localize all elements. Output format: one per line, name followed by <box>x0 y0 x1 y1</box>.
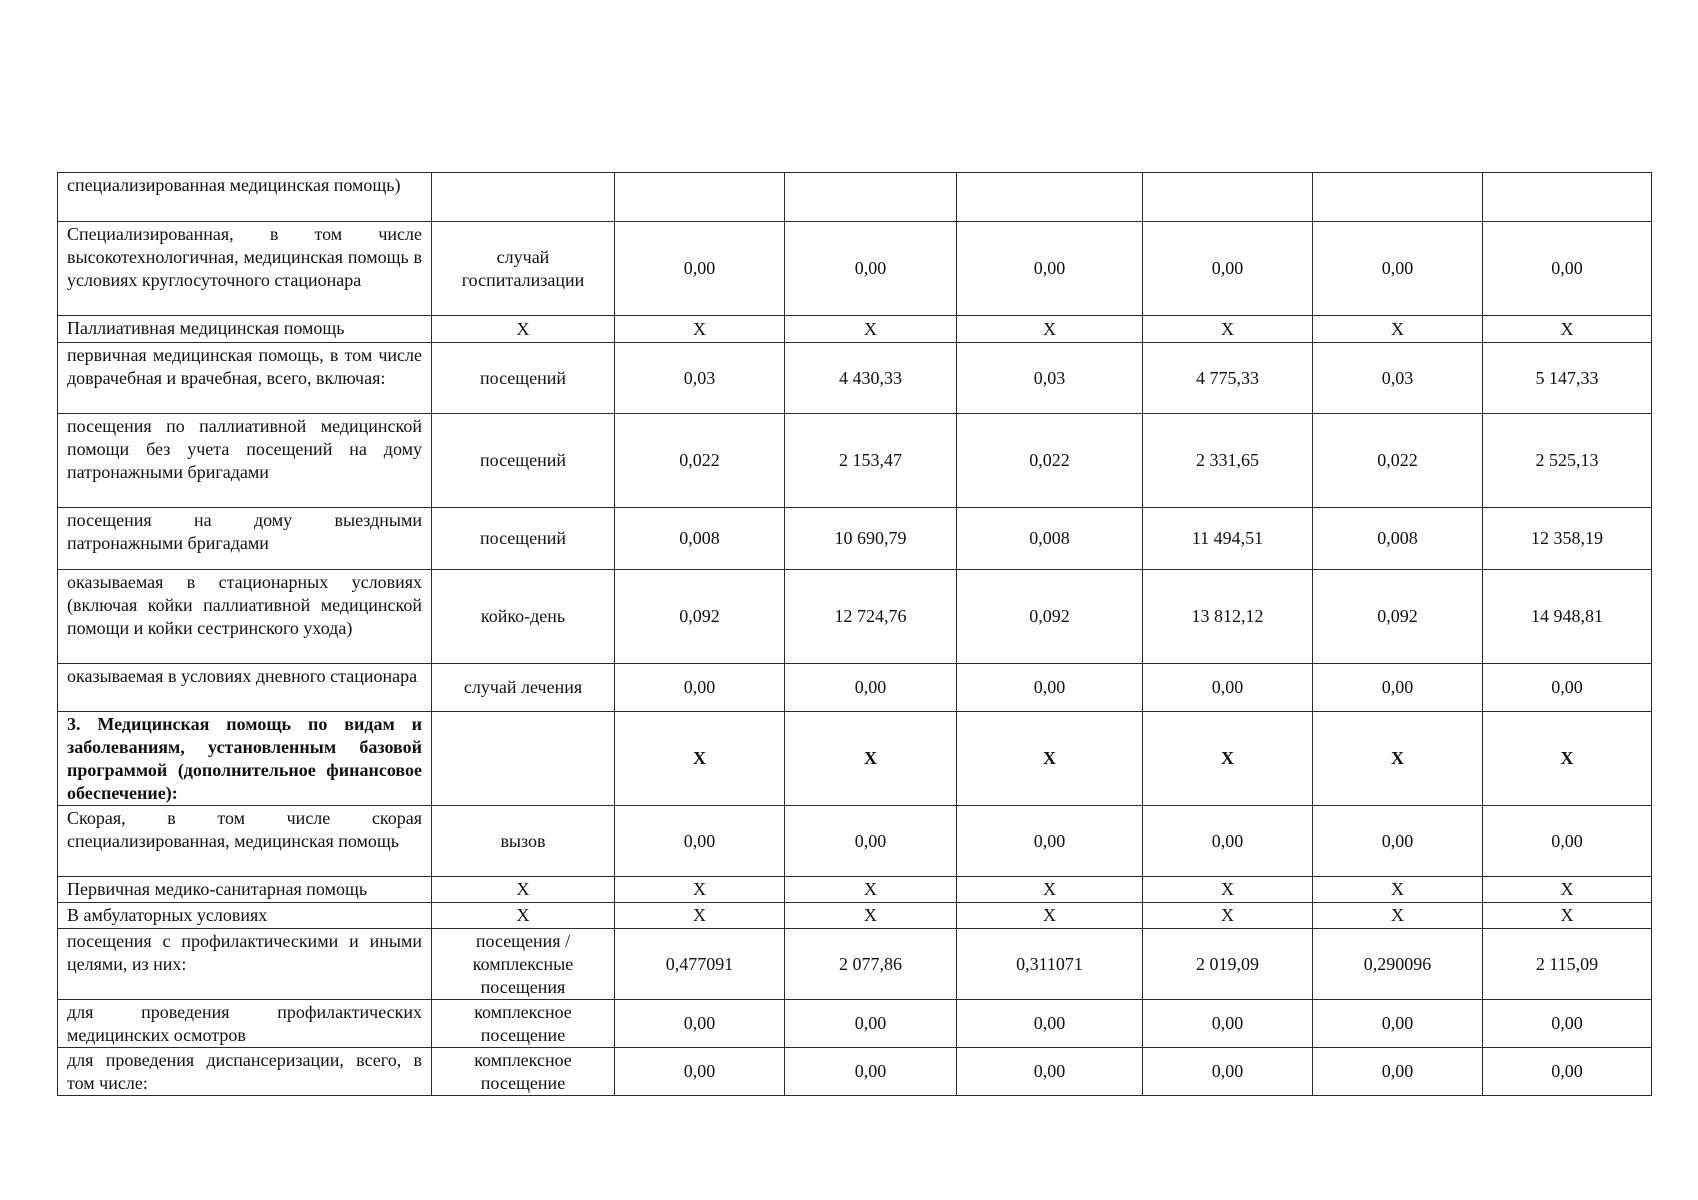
value-cell: 0,00 <box>1483 1000 1652 1048</box>
value-cell: 0,008 <box>1313 508 1483 570</box>
unit-cell: X <box>432 877 615 903</box>
unit-cell: посещений <box>432 414 615 508</box>
row-label: посещения на дому выездными патронажными бригадами <box>58 508 432 570</box>
value-cell: X <box>615 903 785 929</box>
value-cell: 0,00 <box>1483 664 1652 712</box>
value-cell: X <box>1483 903 1652 929</box>
value-cell: 2 331,65 <box>1143 414 1313 508</box>
value-cell: X <box>1483 877 1652 903</box>
value-cell: 0,00 <box>785 806 957 877</box>
value-cell: 0,022 <box>1313 414 1483 508</box>
value-cell: X <box>1313 903 1483 929</box>
row-label: Специализированная, в том числе высокотехнологичная, медицинская помощь в условиях круглосуточного стационара <box>58 222 432 316</box>
value-cell <box>1483 173 1652 222</box>
value-cell <box>1143 173 1313 222</box>
value-cell: 10 690,79 <box>785 508 957 570</box>
value-cell: 2 115,09 <box>1483 929 1652 1000</box>
value-cell: 0,00 <box>957 1000 1143 1048</box>
value-cell: 0,00 <box>785 664 957 712</box>
row-label: посещения по паллиативной медицинской помощи без учета посещений на дому патронажными бригадами <box>58 414 432 508</box>
value-cell: X <box>1143 712 1313 806</box>
value-cell: 2 525,13 <box>1483 414 1652 508</box>
table-row <box>58 903 1652 929</box>
value-cell: 0,00 <box>1143 1000 1313 1048</box>
value-cell: 0,00 <box>615 664 785 712</box>
value-cell: 4 430,33 <box>785 343 957 414</box>
value-cell: 0,00 <box>1313 1000 1483 1048</box>
value-cell: X <box>615 316 785 343</box>
table-row <box>58 806 1652 877</box>
value-cell: 0,00 <box>1143 222 1313 316</box>
unit-cell: койко-день <box>432 570 615 664</box>
table-row <box>58 570 1652 664</box>
value-cell: 5 147,33 <box>1483 343 1652 414</box>
value-cell: X <box>785 877 957 903</box>
unit-cell: случай лечения <box>432 664 615 712</box>
row-label: для проведения диспансеризации, всего, в том числе: <box>58 1048 432 1096</box>
value-cell: X <box>785 712 957 806</box>
unit-cell: случай госпитализации <box>432 222 615 316</box>
allocation-table <box>57 172 1652 1096</box>
value-cell: 2 153,47 <box>785 414 957 508</box>
value-cell: 0,00 <box>1143 664 1313 712</box>
value-cell: X <box>957 903 1143 929</box>
unit-cell: посещения / комплексные посещения <box>432 929 615 1000</box>
value-cell <box>1313 173 1483 222</box>
value-cell: 0,03 <box>957 343 1143 414</box>
value-cell: 0,008 <box>615 508 785 570</box>
row-label: Скорая, в том числе скорая специализированная, медицинская помощь <box>58 806 432 877</box>
value-cell: 0,00 <box>957 222 1143 316</box>
value-cell: 0,00 <box>615 1048 785 1096</box>
unit-cell <box>432 173 615 222</box>
value-cell: X <box>1313 877 1483 903</box>
table-row <box>58 877 1652 903</box>
value-cell: X <box>957 316 1143 343</box>
value-cell: X <box>1483 316 1652 343</box>
table-row <box>58 343 1652 414</box>
value-cell: 2 019,09 <box>1143 929 1313 1000</box>
value-cell: 2 077,86 <box>785 929 957 1000</box>
row-label: оказываемая в стационарных условиях (включая койки паллиативной медицинской помощи и койки сестринского ухода) <box>58 570 432 664</box>
value-cell: 0,008 <box>957 508 1143 570</box>
value-cell: 0,00 <box>785 1000 957 1048</box>
row-label: 3. Медицинская помощь по видам и заболеваниям, установленным базовой программой (дополнительное финансовое обеспечение): <box>58 712 432 806</box>
value-cell: 0,00 <box>957 806 1143 877</box>
value-cell: 0,477091 <box>615 929 785 1000</box>
value-cell: 0,00 <box>1313 664 1483 712</box>
row-label: первичная медицинская помощь, в том числе доврачебная и врачебная, всего, включая: <box>58 343 432 414</box>
unit-cell: вызов <box>432 806 615 877</box>
value-cell: 11 494,51 <box>1143 508 1313 570</box>
table-row <box>58 414 1652 508</box>
value-cell: 0,022 <box>615 414 785 508</box>
value-cell: X <box>785 316 957 343</box>
value-cell <box>615 173 785 222</box>
unit-cell: комплексное посещение <box>432 1048 615 1096</box>
table-row <box>58 712 1652 806</box>
value-cell: 0,290096 <box>1313 929 1483 1000</box>
unit-cell: X <box>432 903 615 929</box>
value-cell: 0,00 <box>785 222 957 316</box>
value-cell: 0,092 <box>1313 570 1483 664</box>
table-row <box>58 929 1652 1000</box>
value-cell: 0,00 <box>957 664 1143 712</box>
value-cell: X <box>1143 316 1313 343</box>
table-row <box>58 222 1652 316</box>
value-cell: 0,00 <box>785 1048 957 1096</box>
value-cell: 0,00 <box>957 1048 1143 1096</box>
table-row <box>58 173 1652 222</box>
row-label: оказываемая в условиях дневного стационара <box>58 664 432 712</box>
table-body <box>58 173 1652 1096</box>
value-cell: X <box>957 877 1143 903</box>
value-cell: X <box>615 877 785 903</box>
row-label: посещения с профилактическими и иными целями, из них: <box>58 929 432 1000</box>
table-row <box>58 316 1652 343</box>
value-cell: 4 775,33 <box>1143 343 1313 414</box>
value-cell: 0,03 <box>1313 343 1483 414</box>
value-cell: 13 812,12 <box>1143 570 1313 664</box>
value-cell: 0,00 <box>615 1000 785 1048</box>
value-cell: 14 948,81 <box>1483 570 1652 664</box>
unit-cell: X <box>432 316 615 343</box>
value-cell: X <box>1143 877 1313 903</box>
value-cell: 0,00 <box>1483 222 1652 316</box>
value-cell: 0,00 <box>1483 806 1652 877</box>
value-cell: 0,311071 <box>957 929 1143 1000</box>
value-cell: X <box>957 712 1143 806</box>
row-label: Паллиативная медицинская помощь <box>58 316 432 343</box>
unit-cell: комплексное посещение <box>432 1000 615 1048</box>
table-row <box>58 1048 1652 1096</box>
value-cell: 0,00 <box>1313 1048 1483 1096</box>
value-cell: 0,00 <box>615 222 785 316</box>
value-cell: 0,00 <box>1313 806 1483 877</box>
value-cell <box>957 173 1143 222</box>
value-cell: 0,092 <box>615 570 785 664</box>
value-cell: 0,092 <box>957 570 1143 664</box>
value-cell: 0,00 <box>1483 1048 1652 1096</box>
value-cell: X <box>615 712 785 806</box>
row-label: В амбулаторных условиях <box>58 903 432 929</box>
value-cell: 0,03 <box>615 343 785 414</box>
value-cell: 12 724,76 <box>785 570 957 664</box>
value-cell: 0,00 <box>615 806 785 877</box>
value-cell: 0,00 <box>1143 1048 1313 1096</box>
value-cell: X <box>785 903 957 929</box>
value-cell: X <box>1313 316 1483 343</box>
value-cell <box>785 173 957 222</box>
unit-cell: посещений <box>432 343 615 414</box>
value-cell: X <box>1483 712 1652 806</box>
unit-cell <box>432 712 615 806</box>
value-cell: 0,00 <box>1313 222 1483 316</box>
table-row <box>58 508 1652 570</box>
table-row <box>58 1000 1652 1048</box>
table-row <box>58 664 1652 712</box>
row-label: Первичная медико-санитарная помощь <box>58 877 432 903</box>
value-cell: X <box>1313 712 1483 806</box>
value-cell: X <box>1143 903 1313 929</box>
unit-cell: посещений <box>432 508 615 570</box>
value-cell: 0,00 <box>1143 806 1313 877</box>
value-cell: 0,022 <box>957 414 1143 508</box>
value-cell: 12 358,19 <box>1483 508 1652 570</box>
row-label: для проведения профилактических медицинских осмотров <box>58 1000 432 1048</box>
row-label: специализированная медицинская помощь) <box>58 173 432 222</box>
